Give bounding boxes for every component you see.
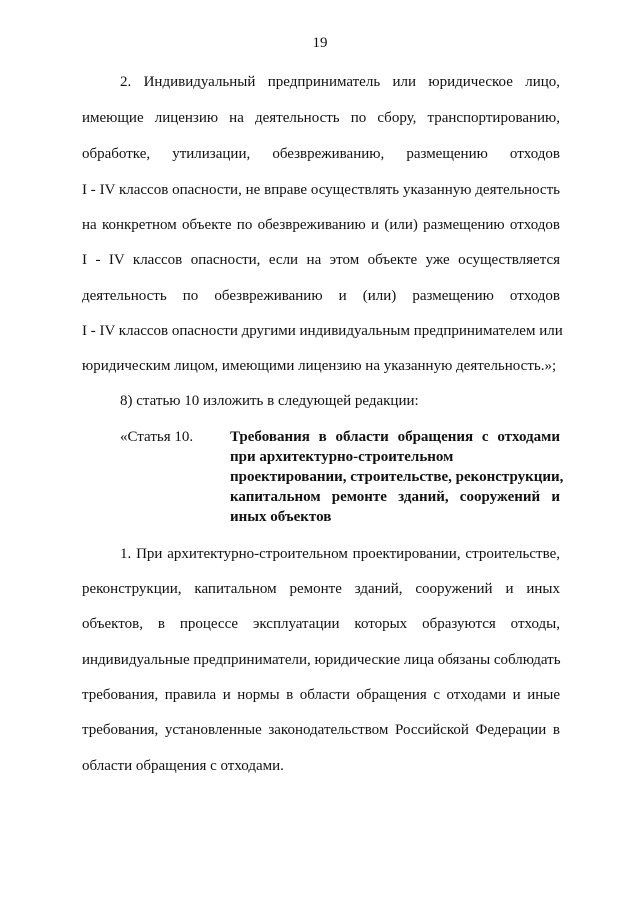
paragraph-1-line-7: деятельность по обезвреживанию и (или) размещению отходов <box>82 288 560 304</box>
paragraph-3-line-3: объектов, в процессе эксплуатации которых образуются отходы, <box>82 616 560 632</box>
article-label: «Статья 10. <box>120 429 194 445</box>
article-title-line-5: иных объектов <box>230 509 332 525</box>
paragraph-1-line-6: I - IV классов опасности, если на этом объекте уже осуществляется <box>82 252 560 268</box>
paragraph-1-line-5: на конкретном объекте по обезвреживанию и (или) размещению отходов <box>82 217 560 233</box>
paragraph-1-line-1: 2. Индивидуальный предприниматель или юридическое лицо, <box>120 74 560 90</box>
paragraph-1-line-2: имеющие лицензию на деятельность по сбору, транспортированию, <box>82 110 560 126</box>
article-title-line-3: проектировании, строительстве, реконструкции, <box>230 469 564 485</box>
article-title-line-1: Требования в области обращения с отходами <box>230 429 560 445</box>
article-title-line-4: капитальном ремонте зданий, сооружений и <box>230 489 560 505</box>
paragraph-2-line-1: 8) статью 10 изложить в следующей редакции: <box>120 393 419 409</box>
paragraph-1-line-9: юридическим лицом, имеющими лицензию на указанную деятельность.»; <box>82 358 557 374</box>
paragraph-3-line-7: области обращения с отходами. <box>82 758 284 774</box>
paragraph-3-line-4: индивидуальные предприниматели, юридические лица обязаны соблюдать <box>82 652 561 668</box>
paragraph-3-line-2: реконструкции, капитальном ремонте зданий, сооружений и иных <box>82 581 560 597</box>
paragraph-3-line-1: 1. При архитектурно-строительном проектировании, строительстве, <box>120 546 560 562</box>
paragraph-1-line-8: I - IV классов опасности другими индивидуальным предпринимателем или <box>82 323 563 339</box>
article-title-line-2: при архитектурно-строительном <box>230 449 454 465</box>
paragraph-1-line-3: обработке, утилизации, обезвреживанию, размещению отходов <box>82 146 560 162</box>
paragraph-1-line-4: I - IV классов опасности, не вправе осуществлять указанную деятельность <box>82 182 560 198</box>
paragraph-3-line-5: требования, правила и нормы в области обращения с отходами и иные <box>82 687 560 703</box>
paragraph-3-line-6: требования, установленные законодательством Российской Федерации в <box>82 722 560 738</box>
page-number: 19 <box>312 35 328 51</box>
